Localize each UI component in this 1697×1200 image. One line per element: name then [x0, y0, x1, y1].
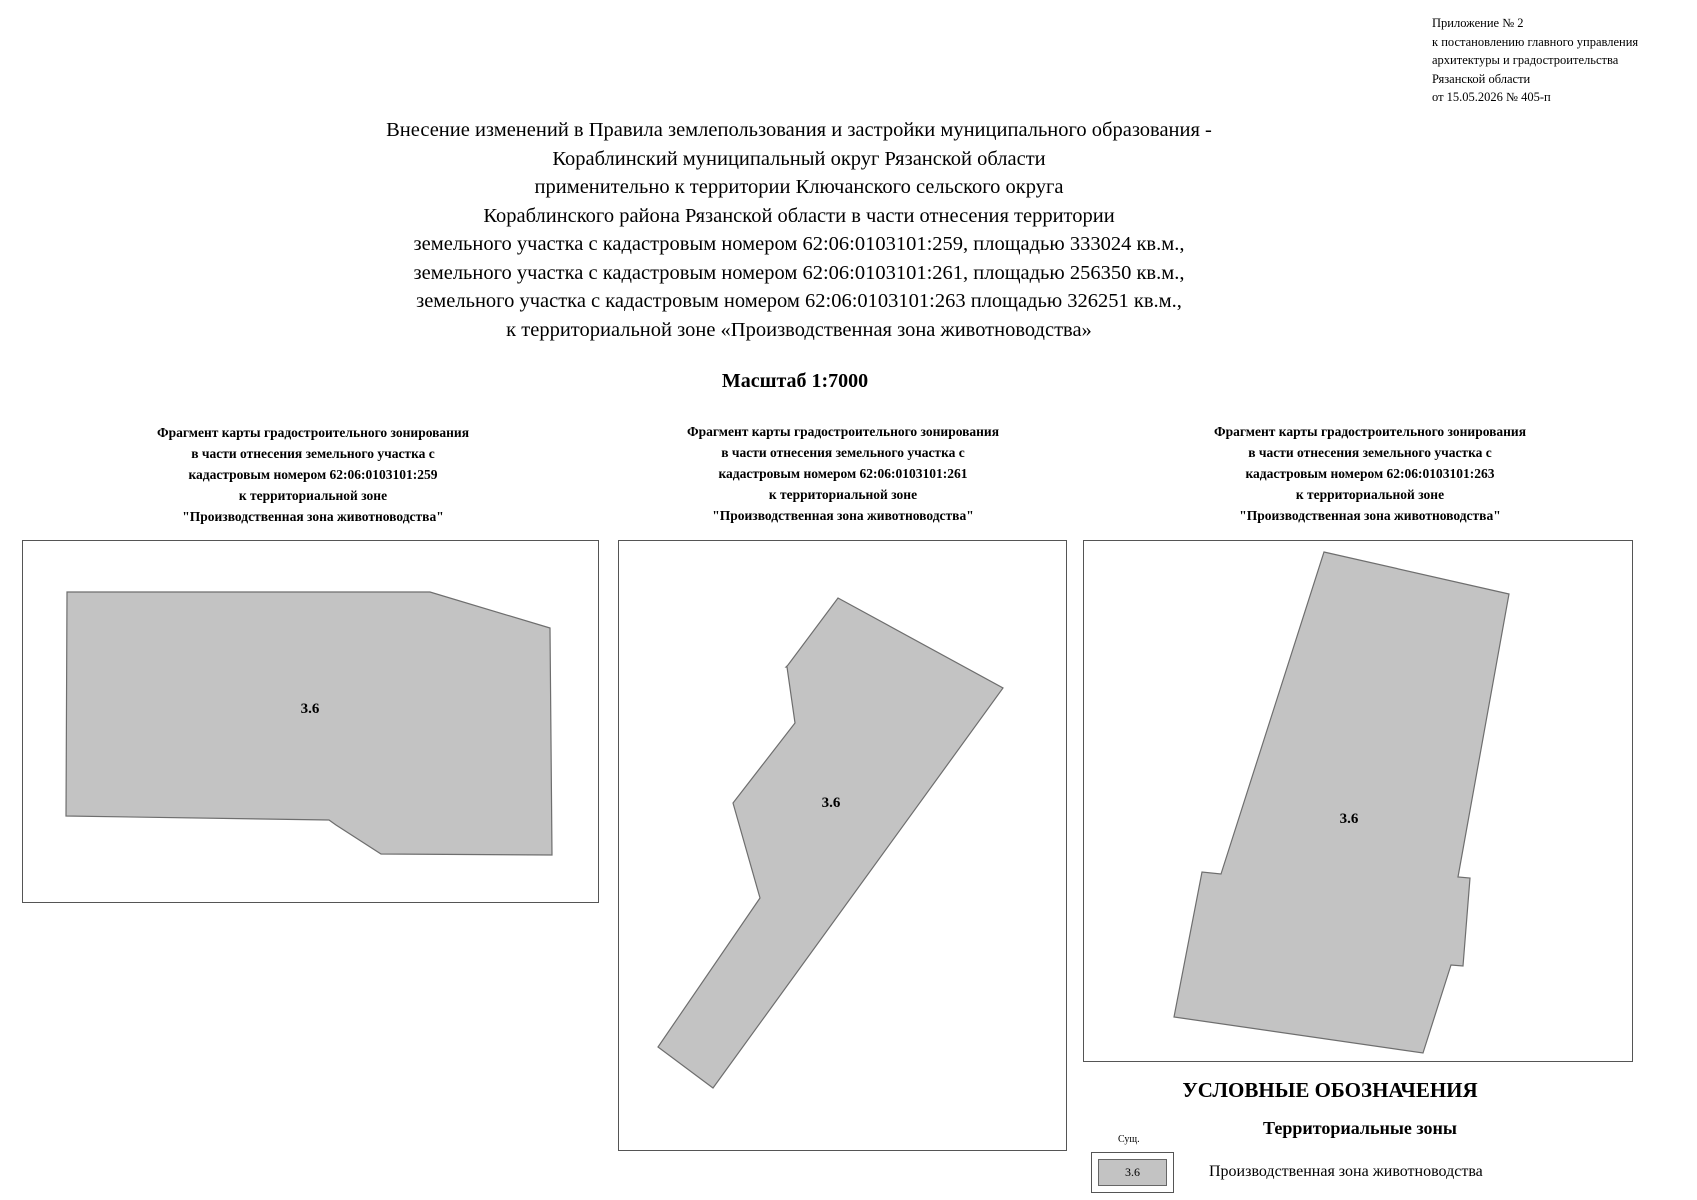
- caption-line: кадастровым номером 62:06:0103101:261: [718, 466, 968, 481]
- fragment-3-caption: [1150, 421, 1590, 526]
- appendix-line: Рязанской области: [1432, 71, 1531, 86]
- map-frame-263: [1083, 540, 1633, 1062]
- legend-column-tag: Сущ.: [1118, 1134, 1140, 1145]
- map-scale: Масштаб 1:7000: [721, 370, 869, 392]
- fragment-2-caption: [623, 421, 1063, 526]
- appendix-line: архитектуры и градостроительства: [1432, 53, 1619, 67]
- caption-line: к территориальной зоне: [238, 488, 388, 503]
- title-line: применительно к территории Ключанского сельского округа: [534, 176, 1064, 198]
- title-line: земельного участка с кадастровым номером 62:06:0103101:259, площадью 333024 кв.м.,: [413, 233, 1185, 255]
- legend-title: УСЛОВНЫЕ ОБОЗНАЧЕНИЯ: [1182, 1078, 1478, 1102]
- caption-line: Фрагмент карты градостроительного зонирования: [156, 425, 470, 440]
- caption-line: кадастровым номером 62:06:0103101:263: [1245, 466, 1495, 481]
- zone-code-label: 3.6: [821, 795, 841, 811]
- caption-line: к территориальной зоне: [1295, 487, 1445, 502]
- fragment-1-caption: [93, 422, 533, 527]
- map-frame-259: [22, 540, 599, 903]
- title-line: земельного участка с кадастровым номером 62:06:0103101:261, площадью 256350 кв.м.,: [413, 261, 1185, 284]
- appendix-line: Приложение № 2: [1432, 16, 1524, 30]
- map-frame-261: [618, 540, 1067, 1151]
- land-parcel-259[interactable]: [66, 592, 552, 855]
- land-parcel-263[interactable]: [1174, 552, 1509, 1053]
- appendix-line: от 15.05.2026 № 405-п: [1432, 90, 1551, 104]
- caption-line: в части отнесения земельного участка с: [1248, 445, 1492, 460]
- map-canvas: [23, 541, 600, 904]
- zone-code-label: 3.6: [300, 701, 320, 717]
- caption-line: "Производственная зона животноводства": [1239, 508, 1501, 523]
- legend-swatch: 3.6: [1098, 1159, 1167, 1186]
- title-line: земельного участка с кадастровым номером 62:06:0103101:263 площадью 326251 кв.м.,: [416, 290, 1182, 312]
- title-line: Кораблинский муниципальный округ Рязанской области: [552, 147, 1046, 170]
- land-parcel-261[interactable]: [658, 598, 1003, 1088]
- caption-line: к территориальной зоне: [768, 487, 918, 502]
- legend-item-label: Производственная зона животноводства: [1209, 1163, 1483, 1180]
- map-canvas: [1084, 541, 1634, 1063]
- caption-line: Фрагмент карты градостроительного зонирования: [686, 424, 1000, 439]
- document-title: [249, 116, 1349, 344]
- title-line: Внесение изменений в Правила землепользования и застройки муниципального образования -: [386, 119, 1212, 141]
- legend-swatch-frame: [1091, 1152, 1174, 1193]
- caption-line: в части отнесения земельного участка с: [721, 445, 965, 460]
- appendix-line: к постановлению главного управления: [1432, 34, 1639, 49]
- caption-line: "Производственная зона животноводства": [182, 509, 444, 524]
- caption-line: Фрагмент карты градостроительного зонирования: [1213, 424, 1527, 439]
- title-line: к территориальной зоне «Производственная зона животноводства»: [506, 318, 1092, 341]
- title-line: Кораблинского района Рязанской области в части отнесения территории: [483, 204, 1115, 227]
- caption-line: кадастровым номером 62:06:0103101:259: [188, 467, 438, 482]
- zone-code-label: 3.6: [1339, 811, 1359, 827]
- caption-line: в части отнесения земельного участка с: [191, 446, 435, 461]
- appendix-note: [1432, 14, 1638, 107]
- caption-line: "Производственная зона животноводства": [712, 508, 974, 523]
- map-canvas: [619, 541, 1068, 1152]
- legend-subtitle: Территориальные зоны: [1263, 1118, 1457, 1138]
